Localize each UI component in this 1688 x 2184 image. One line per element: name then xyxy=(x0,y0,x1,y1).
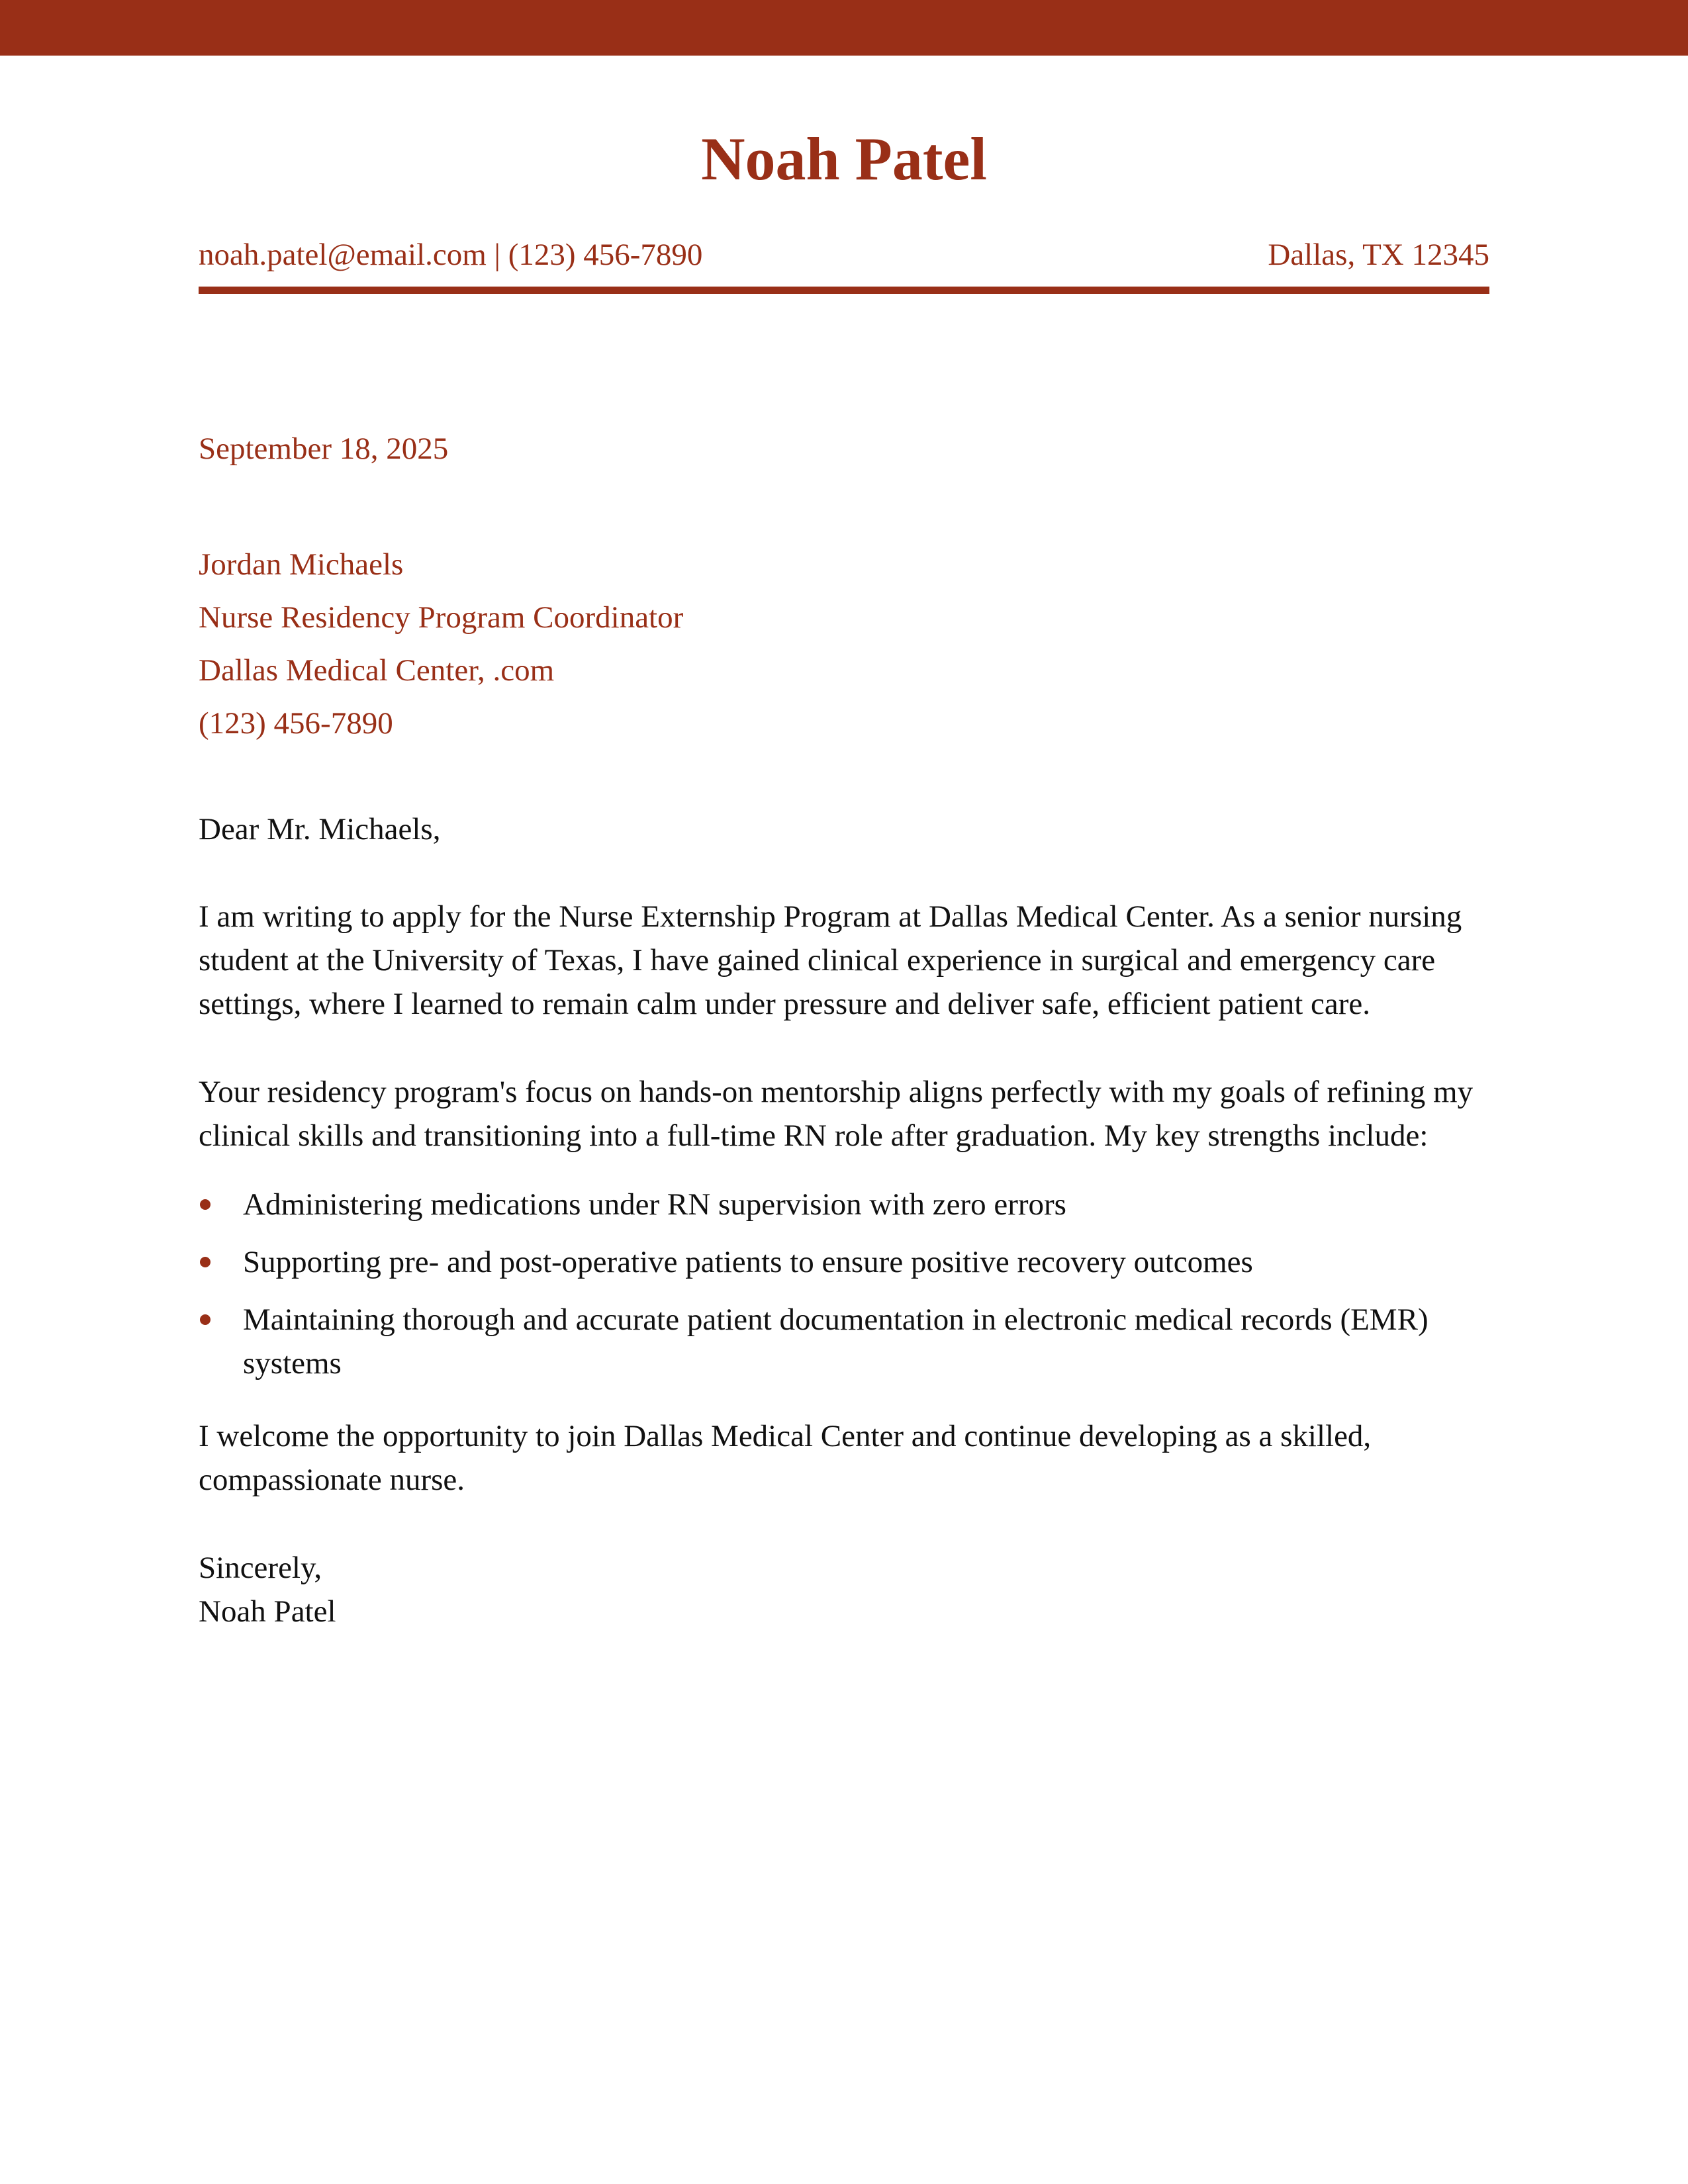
list-item-text: Maintaining thorough and accurate patient documentation in electronic medical records (EMR) systems xyxy=(243,1302,1429,1381)
header-divider xyxy=(199,287,1489,294)
recipient-phone: (123) 456-7890 xyxy=(199,706,393,741)
list-item-text: Supporting pre- and post-operative patients to ensure positive recovery outcomes xyxy=(243,1245,1253,1279)
sender-location: Dallas, TX 12345 xyxy=(1268,238,1489,272)
closing-block xyxy=(199,1546,336,1633)
letter-date: September 18, 2025 xyxy=(199,432,449,466)
recipient-block xyxy=(199,538,683,750)
list-item-text: Administering medications under RN supervision with zero errors xyxy=(243,1187,1066,1222)
body-paragraph-1: I am writing to apply for the Nurse Externship Program at Dallas Medical Center. As a senior nursing student at the University of Texas, I have gained clinical experience in surgical and emergency care settings, where I learned to remain calm under pressure and deliver safe, efficient patient care. xyxy=(199,899,1462,1021)
signature-name: Noah Patel xyxy=(199,1594,336,1629)
bullet-icon xyxy=(200,1314,211,1325)
bullet-icon xyxy=(200,1199,211,1210)
closing-phrase: Sincerely, xyxy=(199,1551,322,1585)
sender-name: Noah Patel xyxy=(701,125,987,193)
sender-email-phone: noah.patel@email.com | (123) 456-7890 xyxy=(199,238,703,272)
list-item xyxy=(199,1298,1489,1385)
recipient-name: Jordan Michaels xyxy=(199,547,404,582)
recipient-organization: Dallas Medical Center, .com xyxy=(199,653,555,688)
bullet-icon xyxy=(200,1257,211,1267)
salutation: Dear Mr. Michaels, xyxy=(199,812,441,846)
recipient-title: Nurse Residency Program Coordinator xyxy=(199,600,684,635)
top-accent-band xyxy=(0,0,1688,56)
list-item xyxy=(199,1183,1489,1226)
list-item xyxy=(199,1240,1489,1284)
body-paragraph-3: I welcome the opportunity to join Dallas Medical Center and continue developing as a skilled, compassionate nurse. xyxy=(199,1419,1372,1497)
strengths-list xyxy=(199,1183,1489,1399)
body-paragraph-2: Your residency program's focus on hands-on mentorship aligns perfectly with my goals of refining my clinical skills and transitioning into a full-time RN role after graduation. My key strengths include: xyxy=(199,1075,1474,1153)
